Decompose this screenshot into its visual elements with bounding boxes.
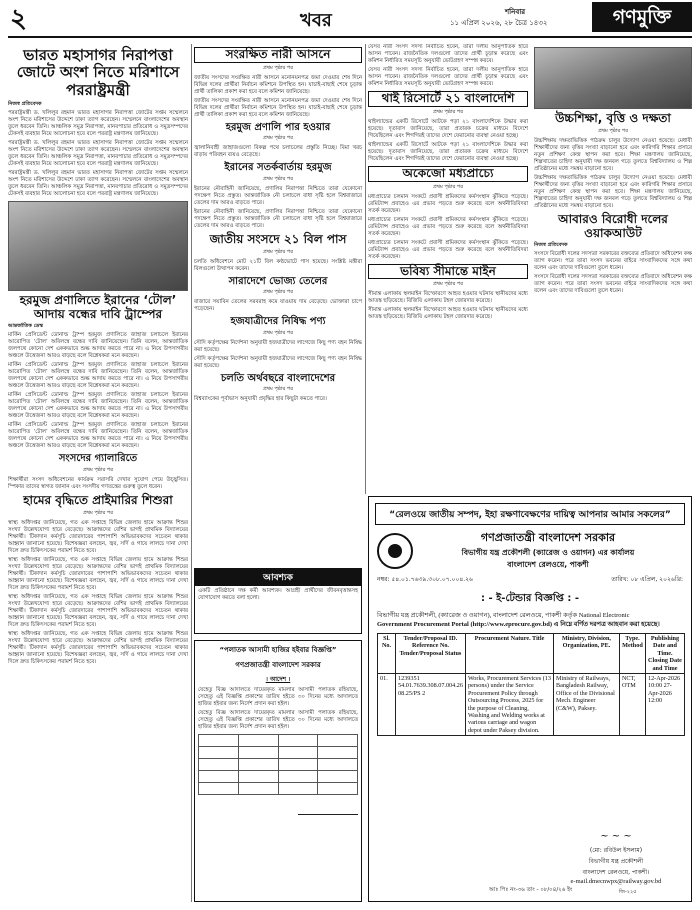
ad-reference: আঃ পিঃ নং-৩৬ তাং - ০৮/০৪/২৬ ইং <box>489 887 573 893</box>
akendo-continued: প্রথম পৃষ্ঠার পর <box>433 183 463 190</box>
column-divider <box>365 44 366 494</box>
economy-body: বিশ্বব্যাংকের পূর্বাভাস অনুযায়ী প্রবৃদ্ধির হার কিছুটা কমতে পারে। <box>194 396 327 403</box>
women-seat-continued: প্রথম পৃষ্ঠার পর <box>263 64 293 71</box>
page-number: ২ <box>10 4 27 34</box>
table-header: Procurement Nature. Title <box>465 634 553 674</box>
walkout-headline[interactable]: আবারও বিরোধী দলের ওয়াকআউট <box>558 211 668 240</box>
tender-banner: “রেলওয়ে জাতীয় সম্পদ, ইহা রক্ষণাবেক্ষণের দায়িত্ব আপনার আমার সকলের” <box>375 503 685 525</box>
mine-body: সীমান্ত এলাকায় স্থলমাইন বিস্ফোরণে আহত হওয়ার ঘটনায় স্থানীয়দের মধ্যে আতঙ্ক ছড়িয়েছে। বিজিবি এলাকায় টহল জোরদার করেছে। সীমান্ত এলাকায় স্থলমাইন বিস্ফোরণে আহত হওয়ার ঘটনায় স্থানীয়দের মধ্যে আতঙ্ক ছড়িয়েছে। বিজিবি এলাকায় টহল জোরদার করেছে। <box>368 291 528 321</box>
iran-warning-headline[interactable]: ইরানের সতর্কবার্তায় হরমুজ <box>224 162 332 174</box>
heat-continued: প্রথম পৃষ্ঠার পর <box>83 509 113 516</box>
issue-date: ১১ এপ্রিল ২০২৬, ২৮ চৈত্র ১৪৩২ <box>450 19 548 27</box>
economy-continued: প্রথম পৃষ্ঠার পর <box>263 386 293 393</box>
tender-signature-block <box>551 831 681 885</box>
hormuz-body: মার্কিন প্রেসিডেন্ট ডোনাল্ড ট্রাম্প হরমুজ প্রণালিতে জাহাজ চলাচলে ইরানের আরোপিত ‘টোল’ অবিলম্বে বন্ধের দাবি জানিয়েছেন। তিনি বলেন, আন্তর্জাতিক জলপথে কোনো দেশ এককভাবে শুল্ক আদায় করতে পারে না। এ নিয়ে উপসাগরীয় অঞ্চলে উত্তেজনা আরও বাড়ছে বলে বিশ্লেষকরা মনে করছেন। মার্কিন প্রেসিডেন্ট ডোনাল্ড ট্রাম্প হরমুজ প্রণালিতে জাহাজ চলাচলে ইরানের আরোপিত ‘টোল’ অবিলম্বে বন্ধের দাবি জানিয়েছেন। তিনি বলেন, আন্তর্জাতিক জলপথে কোনো দেশ এককভাবে শুল্ক আদায় করতে পারে না। এ নিয়ে উপসাগরীয় অঞ্চলে উত্তেজনা আরও বাড়ছে বলে বিশ্লেষকরা মনে করছেন। মার্কিন প্রেসিডেন্ট ডোনাল্ড ট্রাম্প হরমুজ প্রণালিতে জাহাজ চলাচলে ইরানের আরোপিত ‘টোল’ অবিলম্বে বন্ধের দাবি জানিয়েছেন। তিনি বলেন, আন্তর্জাতিক জলপথে কোনো দেশ এককভাবে শুল্ক আদায় করতে পারে না। এ নিয়ে উপসাগরীয় অঞ্চলে উত্তেজনা আরও বাড়ছে বলে বিশ্লেষকরা মনে করছেন। মার্কিন প্রেসিডেন্ট ডোনাল্ড ট্রাম্প হরমুজ প্রণালিতে জাহাজ চলাচলে ইরানের আরোপিত ‘টোল’ অবিলম্বে বন্ধের দাবি জানিয়েছেন। তিনি বলেন, আন্তর্জাতিক জলপথে কোনো দেশ এককভাবে শুল্ক আদায় করতে পারে না। এ নিয়ে উপসাগরীয় অঞ্চলে উত্তেজনা আরও বাড়ছে বলে বিশ্লেষকরা মনে করছেন। <box>8 332 188 450</box>
gallery-body: শিক্ষার্থীরা সংসদ অধিবেশনের কার্যক্রম সরাসরি দেখার সুযোগ পেয়ে উচ্ছ্বসিত। স্পিকার তাদের স্বাগত জানান এবং সংসদীয় গণতন্ত্রের গুরুত্ব তুলে ধরেন। <box>8 476 188 490</box>
lead-byline: নিজস্ব প্রতিবেদক <box>8 100 42 107</box>
education-continued: প্রথম পৃষ্ঠার পর <box>598 127 628 134</box>
table-header: Tender/Proposal ID. Reference No. Tender/Proposal Status <box>396 634 466 674</box>
right-column <box>368 44 692 529</box>
gallery-headline[interactable]: সংসদের গ্যালারিতে <box>58 453 138 465</box>
left-column <box>8 44 188 902</box>
parliament-body: চলতি অধিবেশনে মোট ২১টি বিল কণ্ঠভোটে পাস হয়েছে। সংশ্লিষ্ট মন্ত্রীরা বিলগুলো উত্থাপন করেন। <box>194 258 362 272</box>
signatory-email[interactable]: e-mail.dmecnwpx@railway.gov.bd <box>570 878 662 885</box>
classified-ad-body: একটি প্রতিষ্ঠানে দক্ষ কর্মী আবশ্যক। আগ্রহী প্রার্থীদের জীবনবৃত্তান্তসহ যোগাযোগ করতে বলা হলো। <box>198 588 358 601</box>
table-cell: 12-Apr-2026 10:00 27-Apr-2026 12:00 <box>645 674 684 736</box>
issue-day: শনিবার <box>505 8 526 16</box>
table-cell: NCT, OTM <box>619 674 645 736</box>
court-notice-signature <box>298 801 358 815</box>
masthead <box>0 0 700 40</box>
gallery-continued: প্রথম পৃষ্ঠার পর <box>83 466 113 473</box>
table-cell: Ministry of Railways, Bangladesh Railway, Office of the Divisional Mech. Engineer (C&W), Paksey. <box>553 674 619 736</box>
women-seat-headline[interactable]: সংরক্ষিত নারী আসনে <box>194 47 362 63</box>
table-header: Sl. No. <box>378 634 396 674</box>
classified-ad <box>194 568 362 634</box>
court-notice-body: যেহেতু বিজ্ঞ আদালতে দায়েরকৃত মামলার আসামী পলাতক রহিয়াছে, সেহেতু এই বিজ্ঞপ্তি প্রকাশের তারিখ হইতে ৩০ দিনের মধ্যে আদালতে হাজির হইবার জন্য নির্দেশ প্রদান করা হইল। যেহেতু বিজ্ঞ আদালতে দায়েরকৃত মামলার আসামী পলাতক রহিয়াছে, সেহেতু এই বিজ্ঞপ্তি প্রকাশের তারিখ হইতে ৩০ দিনের মধ্যে আদালতে হাজির হইবার জন্য নির্দেশ প্রদান করা হইল। <box>198 687 358 730</box>
court-notice-title: “পলাতক আসামী হাজির হইবার বিজ্ঞপ্তি” <box>219 646 337 654</box>
heat-headline[interactable]: হামের বৃদ্ধিতে প্রাইমারির শিশুরা <box>23 492 173 507</box>
table-cell: 1239351 54.01.7639.308.07.004.26 08.25/PS 2 <box>396 674 466 736</box>
lead-headline[interactable]: ভারত মহাসাগর নিরাপত্তা জোটে অংশ নিতে মরিশাসে পররাষ্ট্রমন্ত্রী <box>16 46 180 99</box>
iran-warning-body: ইরানের নৌবাহিনী জানিয়েছে, প্রণালির নিরাপত্তা নিশ্চিতে তারা যেকোনো পদক্ষেপ নিতে প্রস্তুত। আন্তর্জাতিক নৌ চলাচলে বাধা সৃষ্টি হলে বিশ্ববাজারে তেলের দাম আরও বাড়তে পারে। ইরানের নৌবাহিনী জানিয়েছে, প্রণালির নিরাপত্তা নিশ্চিতে তারা যেকোনো পদক্ষেপ নিতে প্রস্তুত। আন্তর্জাতিক নৌ চলাচলে বাধা সৃষ্টি হলে বিশ্ববাজারে তেলের দাম আরও বাড়তে পারে। <box>194 185 362 229</box>
tender-intro-line[interactable]: Government Procurement Portal (http://www.eprocure.gov.bd) এ নিম্নে বর্ণিত দরপত্র আহবান করা হয়েছে। <box>377 621 660 628</box>
hajj-continued: প্রথম পৃষ্ঠার পর <box>263 329 293 336</box>
lead-body: পররাষ্ট্রমন্ত্রী ড. খলিলুর রহমান ভারত মহাসাগর নিরাপত্তা জোটের সপ্তম সম্মেলনে অংশ নিতে মরিশাসের উদ্দেশে ঢাকা ত্যাগ করেছেন। সম্মেলনে বাংলাদেশের অবস্থান তুলে ধরবেন তিনি। আঞ্চলিক সমুদ্র নিরাপত্তা, মানবপাচার প্রতিরোধ ও সমুদ্রসম্পদের টেকসই ব্যবহার নিয়ে আলোচনা হবে বলে পররাষ্ট্র মন্ত্রণালয় জানিয়েছে। পররাষ্ট্রমন্ত্রী ড. খলিলুর রহমান ভারত মহাসাগর নিরাপত্তা জোটের সপ্তম সম্মেলনে অংশ নিতে মরিশাসের উদ্দেশে ঢাকা ত্যাগ করেছেন। সম্মেলনে বাংলাদেশের অবস্থান তুলে ধরবেন তিনি। আঞ্চলিক সমুদ্র নিরাপত্তা, মানবপাচার প্রতিরোধ ও সমুদ্রসম্পদের টেকসই ব্যবহার নিয়ে আলোচনা হবে বলে পররাষ্ট্র মন্ত্রণালয় জানিয়েছে। পররাষ্ট্রমন্ত্রী ড. খলিলুর রহমান ভারত মহাসাগর নিরাপত্তা জোটের সপ্তম সম্মেলনে অংশ নিতে মরিশাসের উদ্দেশে ঢাকা ত্যাগ করেছেন। সম্মেলনে বাংলাদেশের অবস্থান তুলে ধরবেন তিনি। আঞ্চলিক সমুদ্র নিরাপত্তা, মানবপাচার প্রতিরোধ ও সমুদ্রসম্পদের টেকসই ব্যবহার নিয়ে আলোচনা হবে বলে পররাষ্ট্র মন্ত্রণালয় জানিয়েছে। <box>8 109 188 197</box>
oil-continued: প্রথম পৃষ্ঠার পর <box>263 289 293 296</box>
newspaper-logo: গণমুক্তি <box>592 2 692 32</box>
middle-column <box>194 44 362 564</box>
section-name: খবর <box>300 10 332 31</box>
news-photo <box>8 201 188 291</box>
signatory-org: বাংলাদেশ রেলওয়ে, পাকশী। <box>582 869 650 876</box>
mine-headline[interactable]: ভবিষ্য সীমান্তে মাইন <box>368 264 528 280</box>
hormuz-byline: আন্তর্জাতিক ডেস্ক <box>8 323 43 330</box>
thai-resort-body: থাইল্যান্ডের একটি রিসোর্টে আটকে পড়া ২১ বাংলাদেশিকে উদ্ধার করা হয়েছে। দূতাবাস জানিয়েছে, তারা প্রতারক চক্রের মাধ্যমে বিদেশে গিয়েছিলেন এবং শিগগিরই তাদের দেশে ফেরানোর ব্যবস্থা নেওয়া হচ্ছে। থাইল্যান্ডের একটি রিসোর্টে আটকে পড়া ২১ বাংলাদেশিকে উদ্ধার করা হয়েছে। দূতাবাস জানিয়েছে, তারা প্রতারক চক্রের মাধ্যমে বিদেশে গিয়েছিলেন এবং শিগগিরই তাদের দেশে ফেরানোর ব্যবস্থা নেওয়া হচ্ছে। <box>368 118 528 162</box>
hajj-body: সৌদি কর্তৃপক্ষের নির্দেশনা অনুযায়ী হজযাত্রীদের লাগেজে কিছু পণ্য বহন নিষিদ্ধ করা হয়েছে। সৌদি কর্তৃপক্ষের নির্দেশনা অনুযায়ী হজযাত্রীদের লাগেজে কিছু পণ্য বহন নিষিদ্ধ করা হয়েছে। <box>194 339 362 369</box>
education-headline[interactable]: উচ্চশিক্ষা, বৃত্তি ও দক্ষতা <box>555 111 671 125</box>
table-cell: Works, Procurement Services (13 persons) under the Service Procurement Policy through Outsourcing Process, 2025 for the purpose of Cleaning, Washing and Welding works at various carriage and wagon depot under Paksey division. <box>465 674 553 736</box>
column-divider <box>191 44 192 902</box>
table-header: Publishing Date and Time. Closing Date and Time <box>645 634 684 674</box>
women-quota-body: যেসব নারী সংসদ সদস্য নির্বাচিত হবেন, তারা দলীয় আনুপাতিক হারে আসন পাবেন। রাজনৈতিক দলগুলো তাদের প্রার্থী চূড়ান্ত করেছে এবং কমিশন নির্ধারিত সময়সূচি অনুযায়ী ভোটগ্রহণ সম্পন্ন করবে। যেসব নারী সংসদ সদস্য নির্বাচিত হবেন, তারা দলীয় আনুপাতিক হারে আসন পাবেন। রাজনৈতিক দলগুলো তাদের প্রার্থী চূড়ান্ত করেছে এবং কমিশন নির্ধারিত সময়সূচি অনুযায়ী ভোটগ্রহণ সম্পন্ন করবে। <box>368 44 528 87</box>
hormuz-headline[interactable]: হরমুজ প্রণালিতে ইরানের ‘টোল’ আদায় বন্ধের দাবি ট্রাম্পের <box>19 292 177 321</box>
thai-resort-continued: প্রথম পৃষ্ঠার পর <box>433 108 463 115</box>
masthead-rule <box>8 36 692 38</box>
hormuz-crossing-body: জ্বালানিবাহী জাহাজগুলো বিকল্প পথে চলাচলের প্রস্তুতি নিচ্ছে। বিমা খরচ বাড়ায় পরিবহন ব্যয়ও বেড়েছে। <box>194 145 362 159</box>
oil-body: বাজারে সয়াবিন তেলের সরবরাহ কমে যাওয়ায় দাম বেড়েছে। ভোক্তারা চাপে পড়েছেন। <box>194 299 362 313</box>
hormuz-crossing-headline[interactable]: হরমুজ প্রণালি পার হওয়ার <box>225 121 331 133</box>
tender-memo-date: তারিখ: ০৮ এপ্রিল, ২০২৬খ্রি: <box>611 576 683 583</box>
tender-department: বিভাগীয় যন্ত্র প্রকৌশলী (ক্যারেজ ও ওয়াগন) এর কার্যালয় <box>461 548 635 557</box>
economy-headline[interactable]: চলতি অর্থবছরে বাংলাদেশের <box>220 372 336 384</box>
classified-ad-title: আবশ্যক <box>195 569 361 586</box>
signatory-title: বিভাগীয় যন্ত্র প্রকৌশলী <box>588 858 644 865</box>
table-cell: 01. <box>378 674 396 736</box>
court-notice <box>194 640 362 902</box>
oil-headline[interactable]: সারাদেশে ভোজ্য তেলের <box>228 275 328 287</box>
thai-resort-headline[interactable]: থাই রিসোর্টে ২১ বাংলাদেশি <box>368 91 528 107</box>
tender-memo <box>369 572 691 587</box>
women-seat-body: জাতীয় সংসদের সংরক্ষিত নারী আসনে মনোনয়নপত্র জমা দেওয়ার শেষ দিনে বিভিন্ন দলের প্রার্থীরা নির্বাচন কমিশনে উপস্থিত হন। যাচাই-বাছাই শেষে চূড়ান্ত প্রার্থী তালিকা প্রকাশ করা হবে বলে কমিশন জানিয়েছে। জাতীয় সংসদের সংরক্ষিত নারী আসনে মনোনয়নপত্র জমা দেওয়ার শেষ দিনে বিভিন্ন দলের প্রার্থীরা নির্বাচন কমিশনে উপস্থিত হন। যাচাই-বাছাই শেষে চূড়ান্ত প্রার্থী তালিকা প্রকাশ করা হবে বলে কমিশন জানিয়েছে। <box>194 74 362 118</box>
tender-header <box>369 529 691 572</box>
tender-heading: : - ই-টেন্ডার বিজ্ঞপ্তি : - <box>480 593 580 604</box>
education-body: উচ্চশিক্ষায় দক্ষতাভিত্তিক পাঠক্রম চালুর উদ্যোগ নেওয়া হয়েছে। মেধাবী শিক্ষার্থীদের জন্য বৃত্তির সংখ্যা বাড়ানো হবে এবং কারিগরি শিক্ষার প্রসারে নতুন প্রশিক্ষণ কেন্দ্র স্থাপন করা হবে। শিক্ষা মন্ত্রণালয় জানিয়েছে, শিল্পখাতের চাহিদা অনুযায়ী দক্ষ জনবল গড়ে তুলতে বিশ্ববিদ্যালয় ও শিল্প প্রতিষ্ঠানের মধ্যে সমন্বয় বাড়ানো হবে। উচ্চশিক্ষায় দক্ষতাভিত্তিক পাঠক্রম চালুর উদ্যোগ নেওয়া হয়েছে। মেধাবী শিক্ষার্থীদের জন্য বৃত্তির সংখ্যা বাড়ানো হবে এবং কারিগরি শিক্ষার প্রসারে নতুন প্রশিক্ষণ কেন্দ্র স্থাপন করা হবে। শিক্ষা মন্ত্রণালয় জানিয়েছে, শিল্পখাতের চাহিদা অনুযায়ী দক্ষ জনবল গড়ে তুলতে বিশ্ববিদ্যালয় ও শিল্প প্রতিষ্ঠানের মধ্যে সমন্বয় বাড়ানো হবে। <box>534 137 692 209</box>
tender-table <box>377 633 685 736</box>
walkout-byline: নিজস্ব প্রতিবেদক <box>534 242 568 249</box>
hajj-headline[interactable]: হজযাত্রীদের নিষিদ্ধ পণ্য <box>230 316 326 328</box>
hormuz-crossing-continued: প্রথম পৃষ্ঠার পর <box>263 135 293 142</box>
walkout-body: সংসদে বিরোধী দলের সদস্যরা সরকারের বক্তব্যের প্রতিবাদে অধিবেশন কক্ষ ত্যাগ করেন। পরে তারা সংসদ ভবনের বাইরে সাংবাদিকদের সঙ্গে কথা বলেন এবং তাদের দাবিগুলো তুলে ধরেন। সংসদে বিরোধী দলের সদস্যরা সরকারের বক্তব্যের প্রতিবাদে অধিবেশন কক্ষ ত্যাগ করেন। পরে তারা সংসদ ভবনের বাইরে সাংবাদিকদের সঙ্গে কথা বলেন এবং তাদের দাবিগুলো তুলে ধরেন। <box>534 251 692 295</box>
table-row <box>378 674 685 736</box>
tender-address: বাংলাদেশ রেলওয়ে, পাকশী <box>507 560 589 569</box>
table-header: Ministry, Division, Organization, PE. <box>553 634 619 674</box>
court-notice-order: । আদেশ । <box>265 676 291 683</box>
akendo-body: মধ্যপ্রাচ্যের চলমান সংকটে প্রবাসী শ্রমিকদের কর্মসংস্থান ঝুঁকিতে পড়েছে। রেমিট্যান্স প্রবাহেও এর প্রভাব পড়তে শুরু করেছে বলে অর্থনীতিবিদরা সতর্ক করেছেন। মধ্যপ্রাচ্যের চলমান সংকটে প্রবাসী শ্রমিকদের কর্মসংস্থান ঝুঁকিতে পড়েছে। রেমিট্যান্স প্রবাহেও এর প্রভাব পড়তে শুরু করেছে বলে অর্থনীতিবিদরা সতর্ক করেছেন। মধ্যপ্রাচ্যের চলমান সংকটে প্রবাসী শ্রমিকদের কর্মসংস্থান ঝুঁকিতে পড়েছে। রেমিট্যান্স প্রবাহেও এর প্রভাব পড়তে শুরু করেছে বলে অর্থনীতিবিদরা সতর্ক করেছেন। <box>368 193 528 260</box>
mine-continued: প্রথম পৃষ্ঠার পর <box>433 281 463 288</box>
heat-body: স্বাস্থ্য অধিদপ্তর জানিয়েছে, গত এক সপ্তাহে বিভিন্ন জেলায় হামে আক্রান্ত শিশুর সংখ্যা উল্লেখযোগ্য হারে বেড়েছে। আক্রান্তদের বেশির ভাগই প্রাথমিক বিদ্যালয়ের শিক্ষার্থী। টিকাদান কর্মসূচি জোরদারের পাশাপাশি অভিভাবকদের সচেতন থাকার আহ্বান জানানো হয়েছে। বিশেষজ্ঞরা বলছেন, জ্বর, সর্দি ও গায়ে লালচে দানা দেখা দিলে দ্রুত চিকিৎসকের পরামর্শ নিতে হবে। স্বাস্থ্য অধিদপ্তর জানিয়েছে, গত এক সপ্তাহে বিভিন্ন জেলায় হামে আক্রান্ত শিশুর সংখ্যা উল্লেখযোগ্য হারে বেড়েছে। আক্রান্তদের বেশির ভাগই প্রাথমিক বিদ্যালয়ের শিক্ষার্থী। টিকাদান কর্মসূচি জোরদারের পাশাপাশি অভিভাবকদের সচেতন থাকার আহ্বান জানানো হয়েছে। বিশেষজ্ঞরা বলছেন, জ্বর, সর্দি ও গায়ে লালচে দানা দেখা দিলে দ্রুত চিকিৎসকের পরামর্শ নিতে হবে। স্বাস্থ্য অধিদপ্তর জানিয়েছে, গত এক সপ্তাহে বিভিন্ন জেলায় হামে আক্রান্ত শিশুর সংখ্যা উল্লেখযোগ্য হারে বেড়েছে। আক্রান্তদের বেশির ভাগই প্রাথমিক বিদ্যালয়ের শিক্ষার্থী। টিকাদান কর্মসূচি জোরদারের পাশাপাশি অভিভাবকদের সচেতন থাকার আহ্বান জানানো হয়েছে। বিশেষজ্ঞরা বলছেন, জ্বর, সর্দি ও গায়ে লালচে দানা দেখা দিলে দ্রুত চিকিৎসকের পরামর্শ নিতে হবে। স্বাস্থ্য অধিদপ্তর জানিয়েছে, গত এক সপ্তাহে বিভিন্ন জেলায় হামে আক্রান্ত শিশুর সংখ্যা উল্লেখযোগ্য হারে বেড়েছে। আক্রান্তদের বেশির ভাগই প্রাথমিক বিদ্যালয়ের শিক্ষার্থী। টিকাদান কর্মসূচি জোরদারের পাশাপাশি অভিভাবকদের সচেতন থাকার আহ্বান জানানো হয়েছে। বিশেষজ্ঞরা বলছেন, জ্বর, সর্দি ও গায়ে লালচে দানা দেখা দিলে দ্রুত চিকিৎসকের পরামর্শ নিতে হবে। <box>8 519 188 665</box>
parliament-headline[interactable]: জাতীয় সংসদে ২১ বিল পাস <box>209 231 347 246</box>
court-notice-table <box>198 734 358 795</box>
akendo-headline[interactable]: অকেজো মধ্যপ্রাচ্যে <box>368 166 528 182</box>
signatory-name: (মো: রবিউল ইসলাম) <box>589 847 643 854</box>
tender-notice <box>368 496 692 902</box>
tender-intro-line: বিভাগীয় যন্ত্র প্রকৌশলী, (ক্যারেজ ও ওয়াগন), বাংলাদেশ রেলওয়ে, পাকশী কর্তৃক National Electronic <box>377 612 630 619</box>
court-notice-org: গণপ্রজাতন্ত্রী বাংলাদেশ সরকার <box>235 661 321 669</box>
parliament-continued: প্রথম পৃষ্ঠার পর <box>263 248 293 255</box>
handwritten-signature: ~ ~ ~ <box>600 831 632 842</box>
tender-memo-number: নম্বর: ৫৪.০১.৭৬৩৯.৩০৮.০৭.০০৪.২৬ <box>377 576 473 583</box>
tender-gov-title: গণপ্রজাতন্ত্রী বাংলাদেশ সরকার <box>480 531 616 544</box>
iran-warning-continued: প্রথম পৃষ্ঠার পর <box>263 175 293 182</box>
news-photo <box>534 47 692 109</box>
ad-size-code: জি-২২৫ <box>619 889 637 895</box>
table-header: Type. Method <box>619 634 645 674</box>
railway-emblem-icon <box>377 533 413 569</box>
